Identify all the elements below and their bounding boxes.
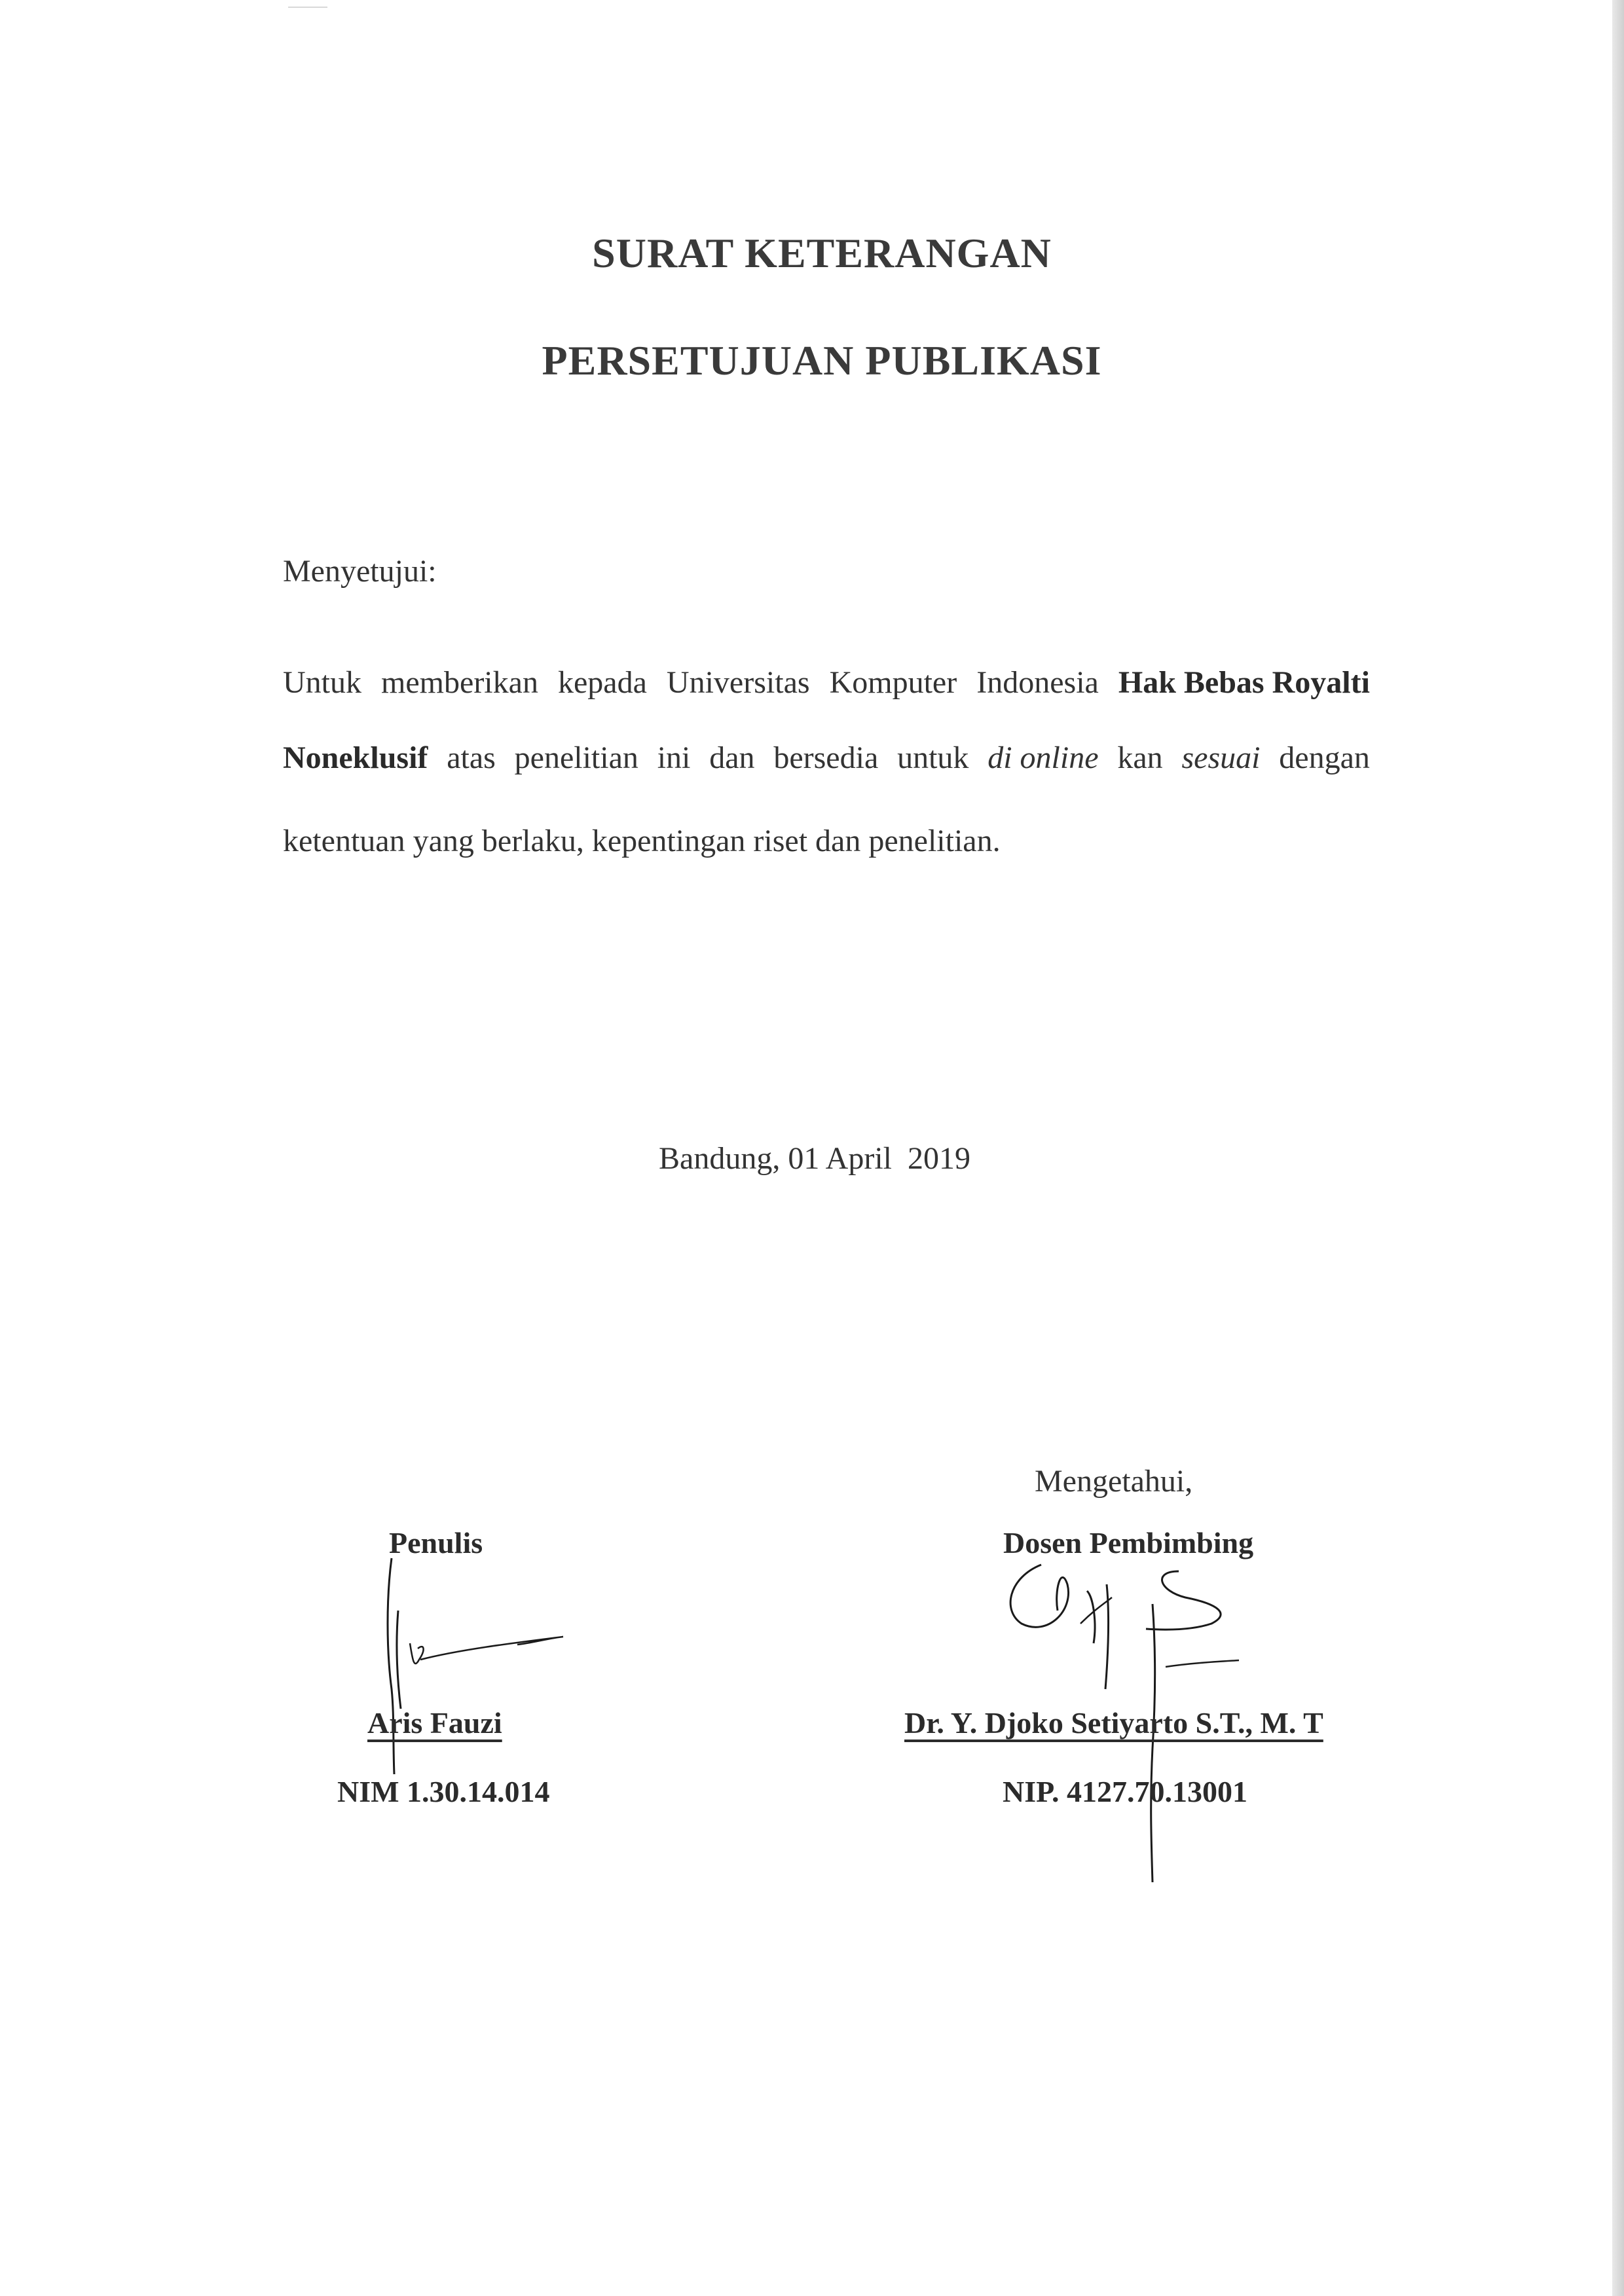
paragraph-word: Universitas	[666, 665, 810, 700]
supervisor-id-number: NIP. 4127.70.13001	[1003, 1775, 1247, 1808]
paragraph-word: atas	[447, 740, 496, 775]
paragraph-word: Untuk	[283, 665, 361, 700]
writer-name: Aris Fauzi	[367, 1706, 502, 1740]
document-subtitle: PERSETUJUAN PUBLIKASI	[542, 337, 1102, 384]
bold-term-nonexclusive: Noneklusif	[283, 740, 428, 775]
paragraph-word: penelitian	[514, 740, 638, 775]
writer-title: Penulis	[389, 1526, 483, 1559]
paragraph-word: Komputer	[829, 665, 957, 700]
bold-term-royalty: Hak Bebas Royalti	[1118, 665, 1370, 700]
paragraph-line-1	[283, 665, 1370, 701]
supervisor-title: Dosen Pembimbing	[1003, 1526, 1254, 1559]
italic-term-sesuai: sesuai	[1181, 740, 1261, 775]
paragraph-word: memberikan	[381, 665, 538, 700]
paragraph-word: bersedia	[773, 740, 879, 775]
supervisor-name: Dr. Y. Djoko Setiyarto S.T., M. T	[904, 1706, 1323, 1740]
paragraph-word: kan	[1117, 740, 1163, 775]
writer-signature	[367, 1545, 583, 1781]
paragraph-word: dan	[709, 740, 755, 775]
agree-label: Menyetujui:	[283, 554, 437, 589]
paragraph-line-2	[283, 740, 1370, 776]
acknowledge-label: Mengetahui,	[1035, 1464, 1193, 1499]
document-title: SURAT KETERANGAN	[592, 230, 1052, 276]
place-date: Bandung, 01 April 2019	[659, 1141, 970, 1176]
writer-id-number: NIM 1.30.14.014	[337, 1775, 550, 1808]
italic-term-online: di online	[987, 740, 1099, 775]
paragraph-word: kepada	[557, 665, 647, 700]
paragraph-word: untuk	[897, 740, 969, 775]
scan-mark	[288, 7, 327, 8]
paragraph-word: Indonesia	[976, 665, 1099, 700]
paragraph-word: ini	[657, 740, 691, 775]
paragraph-line-3: ketentuan yang berlaku, kepentingan riset dan penelitian.	[283, 824, 1001, 858]
paragraph-word: dengan	[1279, 740, 1370, 775]
